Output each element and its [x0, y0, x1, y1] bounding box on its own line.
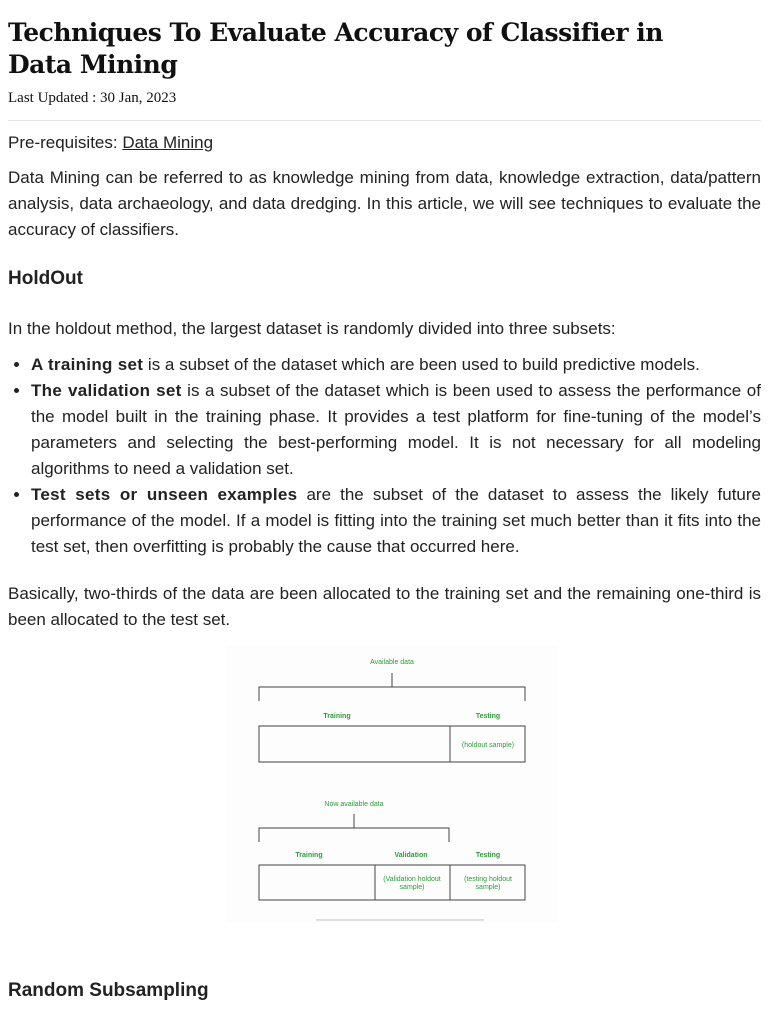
diagram-validation-note-line1: (Validation holdout	[383, 876, 441, 883]
diagram-bottom-training-label: Training	[295, 852, 323, 859]
diagram-testing-note-line2: sample)	[475, 884, 501, 891]
diagram-validation-note-line2: sample)	[399, 884, 425, 891]
diagram-bottom-title: Now available data	[324, 801, 384, 808]
prereq-label: Pre-requisites:	[8, 133, 123, 152]
bullet-text: is a subset of the dataset which is been used to assess the performance of the model built in the training phase. It provides a test platform for fine-tuning of the model’s parameters and selecting the best-performing model. It is not necessary for all modeling algorithms to need a validation set.	[31, 381, 761, 478]
divider	[8, 120, 761, 121]
diagram-top-holdout-note: (holdout sample)	[461, 742, 515, 749]
list-item	[31, 352, 761, 378]
diagram-top-title: Available data	[370, 659, 414, 666]
article-title: Techniques To Evaluate Accuracy of Classifier in Data Mining	[8, 18, 663, 79]
holdout-bullet-list	[8, 352, 761, 560]
diagram-bottom-bracket	[259, 828, 449, 842]
list-item	[31, 482, 761, 560]
last-updated: Last Updated : 30 Jan, 2023	[8, 90, 177, 106]
diagram-top-bracket	[259, 687, 525, 701]
heading-random-subsampling: Random Subsampling	[8, 980, 209, 1001]
diagram-top-training-label: Training	[323, 713, 351, 720]
prerequisites	[8, 130, 213, 156]
bullet-text: is a subset of the dataset which are been used to build predictive models.	[143, 355, 700, 374]
holdout-intro: In the holdout method, the largest dataset is randomly divided into three subsets:	[8, 319, 616, 338]
diagram-top-training-box	[259, 726, 450, 762]
holdout-diagram-svg	[226, 645, 558, 923]
heading-holdout: HoldOut	[8, 268, 83, 289]
diagram-bottom-testing-label: Testing	[475, 852, 501, 859]
bullet-text: are the subset of the dataset to assess the likely future performance of the model. If a model is fitting into the training set much better than it fits into the test set, then overfitting is probably the cause that occurred here.	[31, 485, 761, 556]
holdout-summary: Basically, two-thirds of the data are been allocated to the training set and the remaining one-third is been allocated to the test set.	[8, 584, 761, 629]
intro-paragraph: Data Mining can be referred to as knowledge mining from data, knowledge extraction, data/pattern analysis, data archaeology, and data dredging. In this article, we will see techniques to evaluate the accuracy of classifiers.	[8, 168, 761, 239]
diagram-bottom-training-box	[259, 865, 375, 900]
diagram-bottom-validation-label: Validation	[394, 852, 428, 859]
diagram-testing-note-line1: (testing holdout	[464, 876, 512, 883]
bullet-term: A training set	[31, 355, 144, 374]
holdout-diagram	[226, 645, 558, 923]
diagram-top-testing-label: Testing	[475, 713, 501, 720]
bullet-term: The validation set	[31, 381, 182, 400]
prereq-link-data-mining[interactable]: Data Mining	[122, 133, 214, 152]
bullet-term: Test sets or unseen examples	[31, 485, 298, 504]
list-item	[31, 378, 761, 482]
